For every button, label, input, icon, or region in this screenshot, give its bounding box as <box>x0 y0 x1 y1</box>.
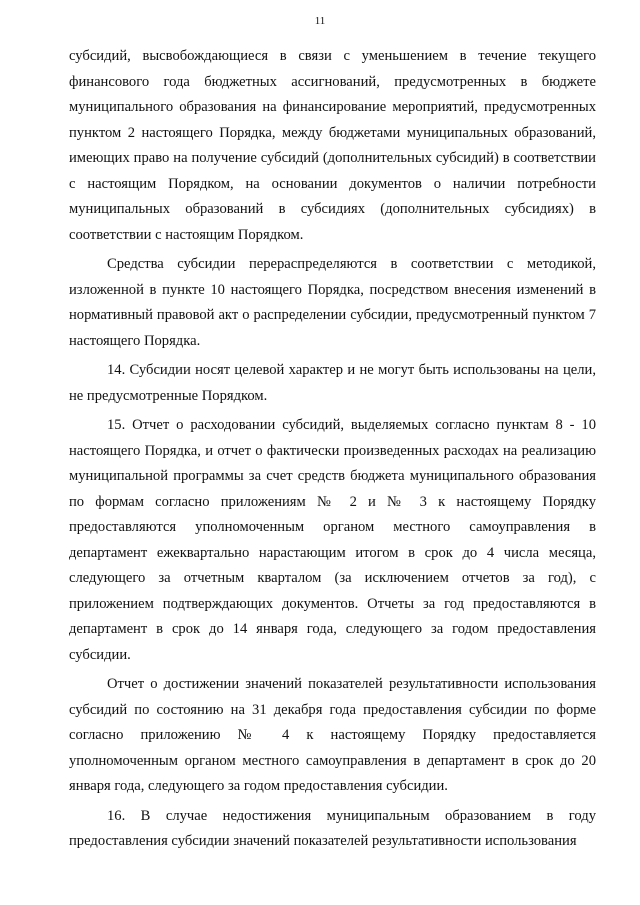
page-number: 11 <box>314 15 326 27</box>
paragraph-6: 16. В случае недостижения муниципальным образованием в году предоставления субсидии значений показателей результативности использования <box>69 807 596 849</box>
paragraph-2: Средства субсидии перераспределяются в соответствии с методикой, изложенной в пункте 10 настоящего Порядка, посредством внесения изменений в нормативный правовой акт о распределении субсидии, предусмотренный пунктом 7 настоящего Порядка. <box>69 256 596 349</box>
paragraph-3: 14. Субсидии носят целевой характер и не могут быть использованы на цели, не предусмотренные Порядком. <box>69 362 596 404</box>
paragraph-5: Отчет о достижении значений показателей результативности использования субсидий по состоянию на 31 декабря года предоставления субсидии по форме согласно приложению № 4 к настоящему Порядку предоставляется уполномоченным органом местного самоуправления в департамент в срок до 20 января года, следующего за годом предоставления субсидии. <box>69 676 596 794</box>
document-body <box>69 44 596 855</box>
paragraph-1: субсидий, высвобождающиеся в связи с уменьшением в течение текущего финансового года бюджетных ассигнований, предусмотренных в бюджете муниципального образования на финансирование мероприятий, предусмотренных пунктом 2 настоящего Порядка, между бюджетами муниципальных образований, имеющих право на получение субсидий (дополнительных субсидий) в соответствии с настоящим Порядком, на основании документов о наличии потребности муниципальных образований в субсидиях (дополнительных субсидиях) в соответствии с настоящим Порядком. <box>69 48 596 243</box>
paragraph-4: 15. Отчет о расходовании субсидий, выделяемых согласно пунктам 8 - 10 настоящего Порядка, и отчет о фактически произведенных расходах на реализацию муниципальной программы за счет средств бюджета муниципального образования по формам согласно приложениям № 2 и № 3 к настоящему Порядку предоставляются уполномоченным органом местного самоуправления в департамент ежеквартально нарастающим итогом в срок до 4 числа месяца, следующего за отчетным кварталом (за исключением отчетов за год), с приложением подтверждающих документов. Отчеты за год предоставляются в департамент в срок до 14 января года, следующего за годом предоставления субсидии. <box>69 417 596 663</box>
